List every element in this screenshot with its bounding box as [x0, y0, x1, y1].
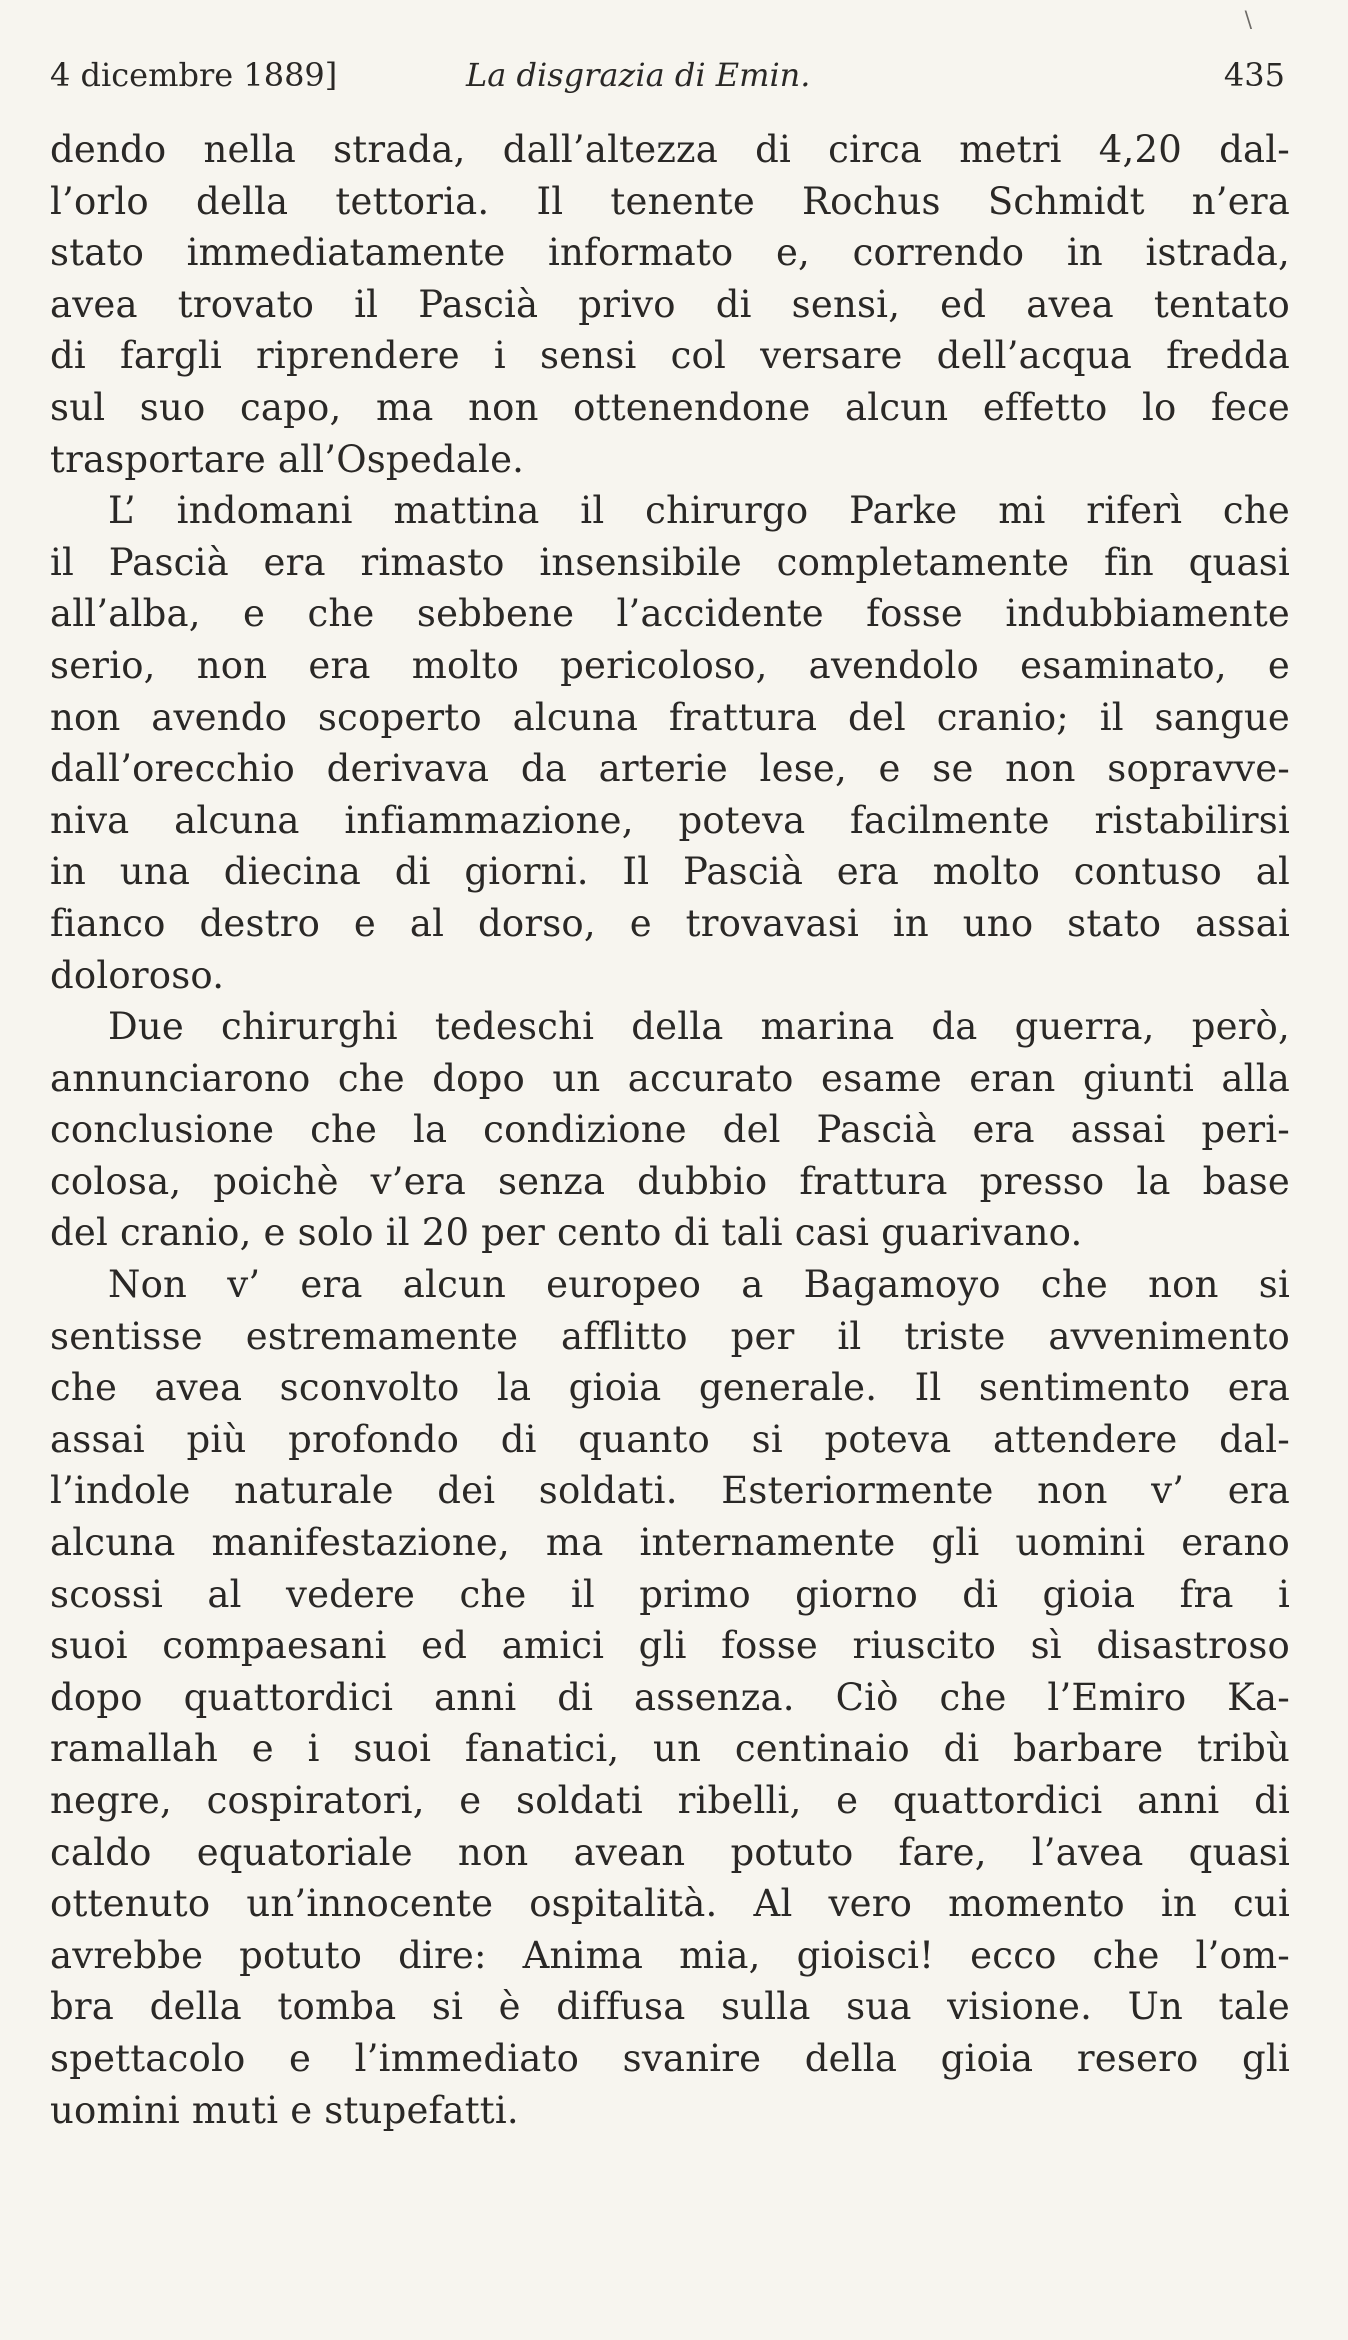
text-line: all’alba, e che sebbene l’accidente fosse indubbiamente: [50, 592, 1290, 636]
text-line: dendo nella strada, dall’altezza di circa metri 4,20 dal-: [50, 128, 1290, 171]
text-line: negre, cospiratori, e soldati ribelli, e quattordici anni di: [50, 1779, 1290, 1822]
text-line: dall’orecchio derivava da arterie lese, e se non sopravve-: [50, 747, 1290, 791]
text-line: trasportare all’Ospedale.: [50, 437, 525, 481]
text-line: bra della tomba si è diffusa sulla sua visione. Un tale: [50, 1985, 1290, 2029]
text-line: del cranio, e solo il 20 per cento di tali casi guarivano.: [50, 1211, 1083, 1255]
running-header: [50, 52, 1285, 98]
corner-mark: \: [1244, 8, 1252, 33]
header-date: 4 dicembre 1889]: [50, 56, 338, 94]
text-line: di fargli riprendere i sensi col versare dell’acqua fredda: [50, 334, 1290, 378]
text-line: serio, non era molto pericoloso, avendolo esaminato, e: [50, 643, 1290, 687]
text-line: ramallah e i suoi fanatici, un centinaio di barbare tribù: [50, 1727, 1290, 1771]
body-text: [50, 124, 1290, 2136]
text-line: caldo equatoriale non avean potuto fare, l’avea quasi: [50, 1830, 1290, 1874]
text-line: spettacolo e l’immediato svanire della gioia resero gli: [50, 2036, 1290, 2080]
paragraph: [50, 124, 1290, 485]
text-line: che avea sconvolto la gioia generale. Il sentimento era: [50, 1366, 1290, 1410]
text-line: Due chirurghi tedeschi della marina da guerra, però,: [108, 1005, 1290, 1049]
paragraph: [50, 1001, 1290, 1259]
text-line: alcuna manifestazione, ma internamente gli uomini erano: [50, 1521, 1290, 1565]
text-line: il Pascià era rimasto insensibile completamente fin quasi: [50, 540, 1290, 584]
text-line: ottenuto un’innocente ospitalità. Al vero momento in cui: [50, 1882, 1290, 1926]
text-line: colosa, poichè v’era senza dubbio frattura presso la base: [50, 1159, 1290, 1203]
text-line: assai più profondo di quanto si poteva attendere dal-: [50, 1417, 1290, 1461]
text-line: in una diecina di giorni. Il Pascià era molto contuso al: [50, 850, 1290, 894]
text-line: scossi al vedere che il primo giorno di gioia fra i: [50, 1572, 1290, 1616]
text-line: l’indole naturale dei soldati. Esteriormente non v’ era: [50, 1469, 1290, 1513]
text-line: sentisse estremamente afflitto per il triste avvenimento: [50, 1314, 1290, 1358]
text-line: dopo quattordici anni di assenza. Ciò che l’Emiro Ka-: [50, 1675, 1290, 1719]
text-line: Non v’ era alcun europeo a Bagamoyo che non si: [108, 1263, 1290, 1307]
text-line: sul suo capo, ma non ottenendone alcun effetto lo fece: [50, 385, 1290, 429]
text-line: uomini muti e stupefatti.: [50, 2088, 519, 2132]
text-line: l’orlo della tettoria. Il tenente Rochus Schmidt n’era: [50, 179, 1290, 223]
text-line: doloroso.: [50, 953, 225, 997]
text-line: L’ indomani mattina il chirurgo Parke mi riferì che: [108, 489, 1290, 533]
text-line: stato immediatamente informato e, correndo in istrada,: [50, 231, 1290, 275]
text-line: conclusione che la condizione del Pascià era assai peri-: [50, 1108, 1290, 1152]
text-line: annunciarono che dopo un accurato esame eran giunti alla: [50, 1056, 1290, 1100]
header-title: La disgrazia di Emin.: [466, 56, 811, 94]
text-line: fianco destro e al dorso, e trovavasi in uno stato assai: [50, 901, 1290, 945]
paragraph: [50, 1259, 1290, 2136]
text-line: non avendo scoperto alcuna frattura del cranio; il sangue: [50, 695, 1290, 739]
text-line: suoi compaesani ed amici gli fosse riuscito sì disastroso: [50, 1624, 1290, 1668]
page-number: 435: [1223, 56, 1285, 94]
text-line: niva alcuna infiammazione, poteva facilmente ristabilirsi: [50, 798, 1290, 842]
text-line: avea trovato il Pascià privo di sensi, ed avea tentato: [50, 282, 1290, 326]
paragraph: [50, 485, 1290, 1001]
text-line: avrebbe potuto dire: Anima mia, gioisci! ecco che l’om-: [50, 1933, 1290, 1977]
